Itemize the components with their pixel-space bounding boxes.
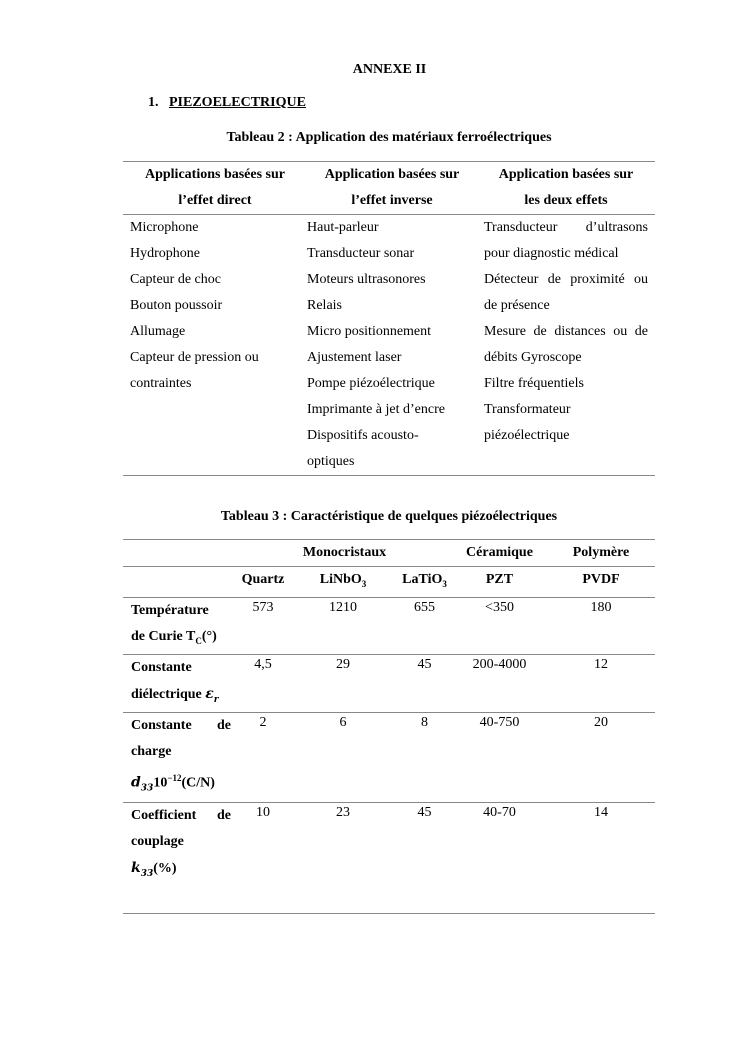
label-line	[131, 681, 231, 713]
header-line: Application basées sur	[498, 167, 634, 182]
formula-sub: 3	[361, 578, 367, 589]
material-quartz: Quartz	[241, 572, 285, 587]
table-row	[123, 598, 655, 655]
symbol-sub: 33	[140, 868, 154, 879]
list-item: Mesure de distances ou de	[484, 324, 648, 339]
table-row	[123, 713, 655, 802]
label-line	[131, 765, 231, 801]
label-text: de Curie T	[131, 628, 196, 644]
formula-base: LaTiO	[402, 572, 443, 587]
list-item: pour diagnostic médical	[484, 246, 619, 261]
list-item: Transducteur sonar	[307, 246, 415, 261]
value-cell: 23	[336, 804, 350, 820]
material-linbo3	[289, 567, 397, 597]
power-exp: −12	[167, 773, 182, 784]
label-line	[131, 803, 231, 829]
list-item: Pompe piézoélectrique	[307, 376, 435, 391]
value-cell: 1210	[329, 599, 357, 615]
list-item: Transformateur	[484, 402, 571, 417]
table2-body	[123, 215, 655, 475]
list-item: Filtre fréquentiels	[484, 376, 584, 391]
list-item: Ajustement laser	[307, 350, 402, 365]
label-line	[131, 855, 231, 887]
value-cell: 2	[259, 715, 267, 731]
table3-material-header	[123, 567, 655, 598]
material-pvdf: PVDF	[582, 572, 620, 587]
table2-header	[123, 162, 655, 215]
label-text: de	[217, 718, 231, 734]
table-row	[123, 655, 655, 714]
label-line	[131, 624, 231, 654]
symbol-sub: 33	[140, 783, 154, 794]
section-number: 1.	[148, 95, 159, 110]
value-cell: 8	[421, 715, 428, 731]
value-cell: 14	[594, 804, 608, 820]
list-item: Hydrophone	[130, 246, 200, 261]
section-heading	[148, 95, 306, 111]
formula-base: LiNbO	[319, 572, 362, 587]
label-text: Constante	[131, 718, 192, 734]
symbol: d	[131, 775, 141, 792]
row-label	[123, 598, 237, 654]
table2-header-cell	[300, 162, 477, 214]
list-item: piézoélectrique	[484, 428, 570, 443]
list-item: Détecteur de proximité ou	[484, 272, 648, 287]
annex-title: ANNEXE II	[352, 62, 427, 77]
label-sub: C	[195, 635, 202, 646]
value-cell: 45	[417, 656, 432, 672]
table-row	[123, 803, 655, 914]
list-item: optiques	[307, 454, 355, 469]
header-line: Applications basées sur	[144, 167, 286, 182]
list-item: Capteur de choc	[130, 272, 221, 287]
label-text: de	[217, 807, 231, 823]
table2-col-direct	[123, 215, 300, 475]
power-base: 10	[153, 776, 168, 792]
empty-cell	[123, 567, 237, 597]
value-cell: 655	[414, 599, 435, 615]
value-cell: 6	[339, 715, 347, 731]
material-latio3	[397, 567, 452, 597]
table2	[123, 161, 655, 476]
table3	[123, 539, 655, 914]
label-line: couplage	[131, 833, 184, 849]
table3-caption: Tableau 3 : Caractéristique de quelques piézoélectriques	[220, 509, 558, 524]
list-item: Microphone	[130, 220, 199, 235]
table2-col-both	[477, 215, 655, 475]
value-cell: 45	[417, 804, 432, 820]
value-cell: 40-70	[483, 804, 516, 820]
row-label	[123, 655, 237, 713]
unit: (C/N)	[181, 776, 215, 792]
list-item: débits Gyroscope	[484, 350, 582, 365]
label-text: (°)	[201, 628, 217, 644]
list-item: Bouton poussoir	[130, 298, 223, 313]
table3-group-header	[123, 539, 655, 567]
list-item: Haut-parleur	[307, 220, 379, 235]
material-pzt: PZT	[485, 572, 514, 587]
list-item: Dispositifs acousto-	[307, 428, 419, 443]
list-item: contraintes	[130, 376, 192, 391]
value-cell: <350	[485, 599, 514, 615]
list-item: Capteur de pression ou	[130, 350, 259, 365]
group-polymer: Polymère	[572, 545, 630, 560]
label-line	[131, 713, 231, 739]
value-cell: 20	[594, 715, 608, 731]
row-label	[123, 803, 237, 913]
value-cell: 180	[590, 599, 612, 615]
value-cell: 10	[256, 804, 270, 820]
table2-col-inverse	[300, 215, 477, 475]
formula-sub: 3	[442, 578, 447, 589]
label-line: Constante	[131, 659, 192, 675]
table2-header-cell	[477, 162, 655, 214]
symbol: k	[131, 859, 141, 876]
label-line: charge	[131, 744, 172, 760]
table2-header-cell	[123, 162, 300, 214]
symbol-sub: r	[213, 694, 219, 705]
group-ceramic: Céramique	[466, 545, 533, 560]
value-cell: 200-4000	[472, 656, 527, 672]
header-line: l’effet inverse	[351, 193, 433, 208]
label-text: diélectrique	[131, 686, 206, 702]
label-line: Température	[131, 602, 209, 618]
value-cell: 573	[252, 599, 274, 615]
list-item: Allumage	[130, 324, 186, 339]
row-label	[123, 713, 237, 801]
table2-caption: Tableau 2 : Application des matériaux ferroélectriques	[226, 130, 552, 145]
list-item: Imprimante à jet d’encre	[307, 402, 445, 417]
header-line: les deux effets	[524, 193, 608, 208]
list-item: Transducteur d’ultrasons	[484, 220, 648, 235]
spacer	[131, 887, 231, 913]
list-item: de présence	[484, 298, 550, 313]
value-cell: 29	[336, 656, 350, 672]
value-cell: 12	[594, 656, 608, 672]
unit: (%)	[153, 860, 177, 876]
list-item: Relais	[307, 298, 342, 313]
value-cell: 4,5	[254, 656, 272, 672]
label-text: Coefficient	[131, 807, 197, 823]
list-item: Micro positionnement	[307, 324, 432, 339]
section-title: PIEZOELECTRIQUE	[169, 95, 306, 110]
header-line: Application basées sur	[324, 167, 460, 182]
symbol: ε	[205, 685, 214, 702]
value-cell: 40-750	[479, 715, 520, 731]
group-mono: Monocristaux	[302, 545, 387, 560]
empty-cell	[123, 540, 237, 566]
header-line: l’effet direct	[178, 193, 252, 208]
list-item: Moteurs ultrasonores	[307, 272, 426, 287]
